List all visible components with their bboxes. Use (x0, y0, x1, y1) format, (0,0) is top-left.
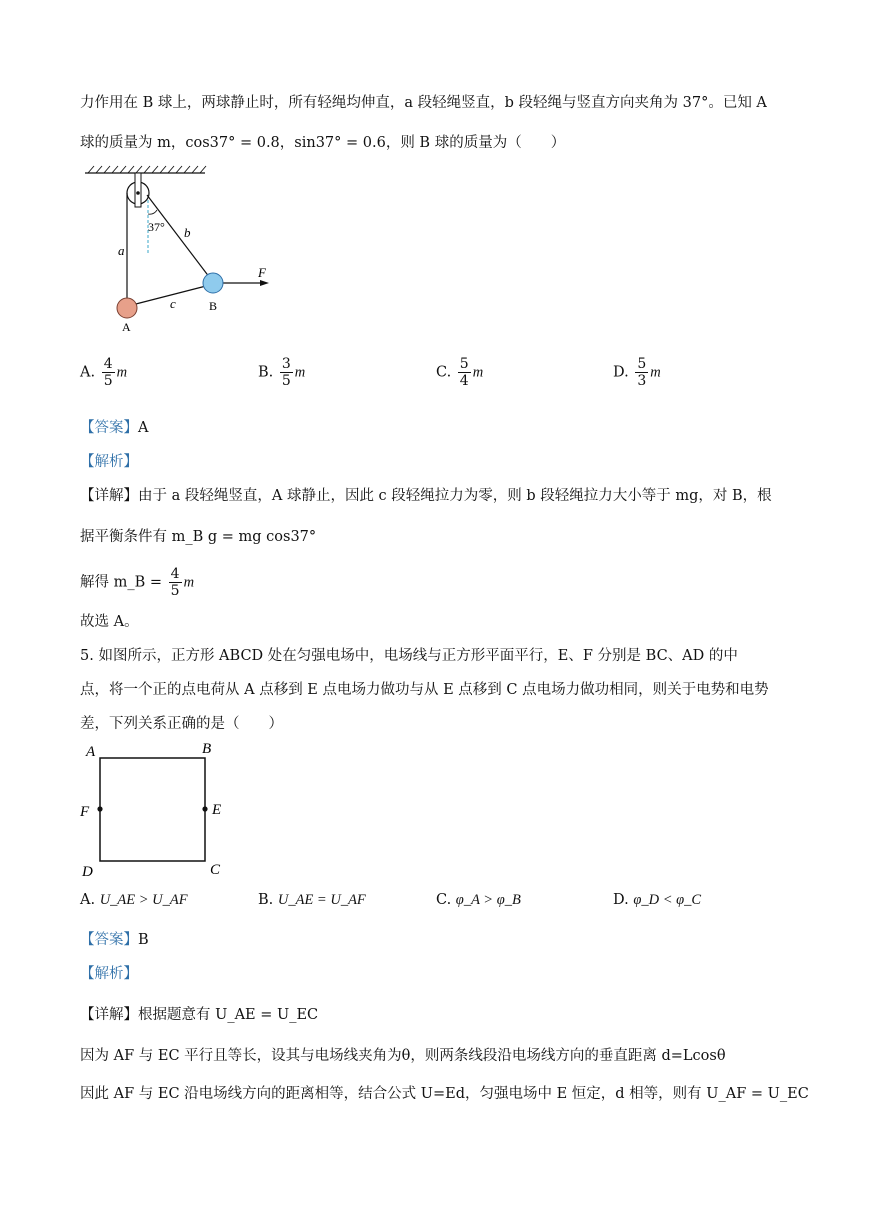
rope-c-label: c (170, 296, 176, 311)
q5-option-d: D. φ_D < φ_C (613, 892, 702, 908)
q5-stem-line-1: 5. 如图所示，正方形 ABCD 处在匀强电场中，电场线与正方形平面平行，E、F 分别是 BC、AD 的中 (80, 648, 738, 664)
q4-choose: 故选 A。 (80, 614, 139, 630)
midpoint-e-label: E (212, 802, 222, 818)
q4-option-b: B. $\frac{3}{5}$ m (258, 356, 306, 389)
q5-detail-line-1: 【详解】根据题意有 U_AE = U_EC (80, 1007, 319, 1023)
q5-square-figure (78, 738, 238, 883)
vertex-b-label: B (202, 741, 212, 757)
q5-detail-line-2: 因为 AF 与 EC 平行且等长，设其与电场线夹角为θ，则两条线段沿电场线方向的垂直距离 d=Lcosθ (80, 1048, 726, 1064)
ball-b-label: B (209, 299, 218, 313)
rope-a-label: a (118, 243, 125, 258)
q4-option-a: A. $\frac{4}{5}$ m (80, 356, 128, 389)
midpoint-f-label: F (80, 804, 90, 820)
q4-solve-line: 解得 m_B = $\frac{4}{5}$ m (80, 566, 195, 599)
vertex-d-label: D (82, 864, 93, 880)
q4-stem-line-1: 力作用在 B 球上，两球静止时，所有轻绳均伸直，a 段轻绳竖直，b 段轻绳与竖直方向夹角为 37°。已知 A (80, 95, 767, 111)
ball-a-label: A (122, 320, 131, 334)
q4-detail-line-1: 【详解】由于 a 段轻绳竖直，A 球静止，因此 c 段轻绳拉力为零，则 b 段轻绳拉力大小等于 mg，对 B，根 (80, 488, 772, 504)
q4-detail-line-2: 据平衡条件有 m_B g = mg cos37° (80, 529, 317, 545)
q5-analysis-tag: 【解析】 (80, 966, 138, 982)
q5-stem-line-2: 点，将一个正的点电荷从 A 点移到 E 点电场力做功与从 E 点移到 C 点电场力做功相同，则关于电势和电势 (80, 682, 769, 698)
vertex-c-label: C (210, 862, 221, 878)
force-label: F (258, 265, 266, 280)
q5-detail-line-3: 因此 AF 与 EC 沿电场线方向的距离相等，结合公式 U=Ed，匀强电场中 E 恒定，d 相等，则有 U_AF = U_EC (80, 1086, 809, 1102)
q5-answer: 【答案】B (80, 932, 149, 948)
q4-option-c: C. $\frac{5}{4}$ m (436, 356, 484, 389)
q4-analysis-tag: 【解析】 (80, 454, 138, 470)
q4-stem-line-2: 球的质量为 m，cos37° = 0.8，sin37° = 0.6，则 B 球的质量为（ ） (80, 135, 566, 151)
q5-stem-line-3: 差，下列关系正确的是（ ） (80, 716, 283, 732)
q5-option-a: A. U_AE > U_AF (80, 892, 188, 908)
q4-answer: 【答案】A (80, 420, 149, 436)
q4-option-d: D. $\frac{5}{3}$ m (613, 356, 661, 389)
vertex-a-label: A (86, 744, 96, 760)
angle-label: 37° (148, 220, 165, 234)
q5-option-c: C. φ_A > φ_B (436, 892, 521, 908)
q4-pulley-figure (80, 165, 290, 340)
rope-b-label: b (184, 225, 191, 240)
q5-option-b: B. U_AE = U_AF (258, 892, 366, 908)
